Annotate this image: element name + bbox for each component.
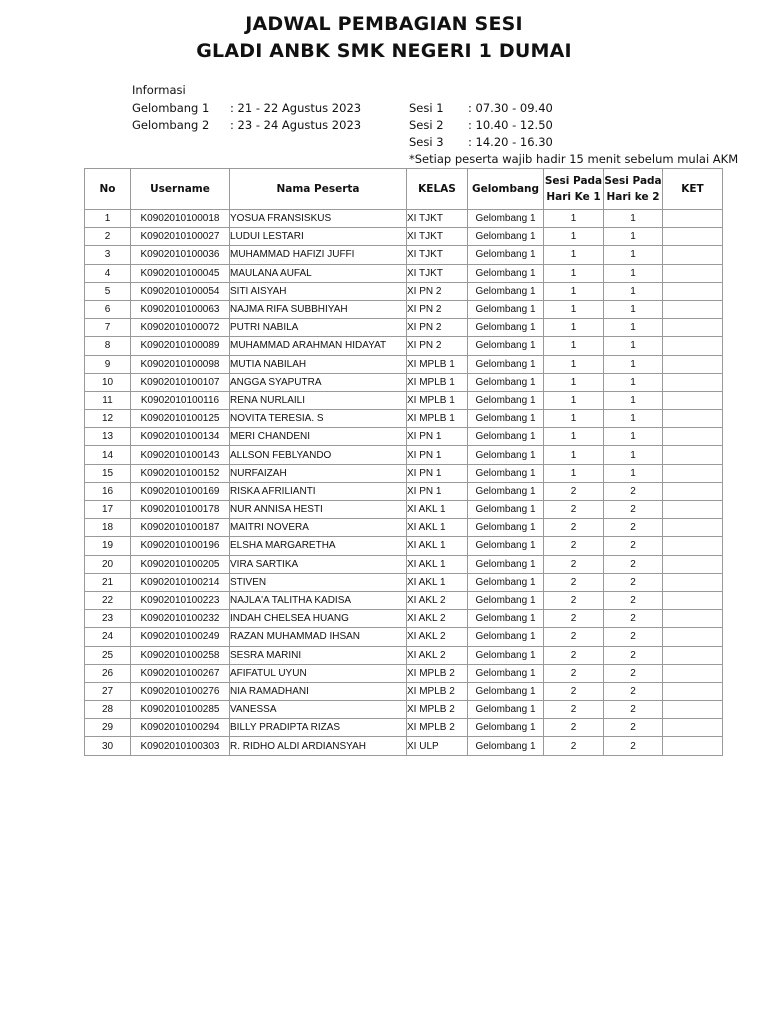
cell-sesi-hari-1: 2	[544, 519, 604, 537]
cell-username: K0902010100152	[131, 464, 230, 482]
table-row	[85, 555, 723, 573]
sesi-1-label: Sesi 1	[409, 101, 444, 115]
table-row	[85, 428, 723, 446]
cell-username: K0902010100258	[131, 646, 230, 664]
cell-kelas: XI PN 2	[407, 300, 468, 318]
cell-sesi-hari-1: 2	[544, 591, 604, 609]
cell-no: 22	[85, 591, 131, 609]
cell-ket	[663, 246, 723, 264]
cell-username: K0902010100098	[131, 355, 230, 373]
cell-no: 25	[85, 646, 131, 664]
table-row	[85, 737, 723, 755]
cell-sesi-hari-1: 1	[544, 210, 604, 228]
sesi-2-time: : 10.40 - 12.50	[468, 118, 553, 132]
cell-sesi-hari-2: 2	[604, 701, 663, 719]
cell-kelas: XI AKL 1	[407, 519, 468, 537]
cell-gelombang: Gelombang 1	[468, 555, 544, 573]
cell-sesi-hari-2: 2	[604, 519, 663, 537]
cell-gelombang: Gelombang 1	[468, 719, 544, 737]
cell-username: K0902010100223	[131, 591, 230, 609]
table-row	[85, 391, 723, 409]
table-row	[85, 228, 723, 246]
cell-ket	[663, 355, 723, 373]
cell-nama-peserta: AFIFATUL UYUN	[230, 664, 407, 682]
cell-gelombang: Gelombang 1	[468, 282, 544, 300]
cell-kelas: XI MPLB 2	[407, 664, 468, 682]
cell-kelas: XI PN 2	[407, 319, 468, 337]
cell-username: K0902010100143	[131, 446, 230, 464]
table-row	[85, 410, 723, 428]
cell-gelombang: Gelombang 1	[468, 446, 544, 464]
cell-gelombang: Gelombang 1	[468, 501, 544, 519]
cell-kelas: XI AKL 2	[407, 610, 468, 628]
table-row	[85, 210, 723, 228]
cell-gelombang: Gelombang 1	[468, 610, 544, 628]
cell-username: K0902010100027	[131, 228, 230, 246]
cell-sesi-hari-1: 2	[544, 537, 604, 555]
cell-kelas: XI TJKT	[407, 264, 468, 282]
cell-no: 23	[85, 610, 131, 628]
table-row	[85, 282, 723, 300]
table-row	[85, 519, 723, 537]
cell-ket	[663, 464, 723, 482]
cell-nama-peserta: RAZAN MUHAMMAD IHSAN	[230, 628, 407, 646]
cell-gelombang: Gelombang 1	[468, 319, 544, 337]
cell-gelombang: Gelombang 1	[468, 573, 544, 591]
cell-nama-peserta: MAULANA AUFAL	[230, 264, 407, 282]
cell-no: 27	[85, 682, 131, 700]
cell-sesi-hari-2: 1	[604, 428, 663, 446]
cell-sesi-hari-2: 2	[604, 737, 663, 755]
cell-sesi-hari-1: 2	[544, 555, 604, 573]
document-title: JADWAL PEMBAGIAN SESI	[245, 13, 523, 35]
cell-ket	[663, 737, 723, 755]
cell-gelombang: Gelombang 1	[468, 682, 544, 700]
table-row	[85, 610, 723, 628]
cell-username: K0902010100294	[131, 719, 230, 737]
cell-kelas: XI PN 1	[407, 446, 468, 464]
cell-username: K0902010100045	[131, 264, 230, 282]
cell-gelombang: Gelombang 1	[468, 210, 544, 228]
cell-nama-peserta: NIA RAMADHANI	[230, 682, 407, 700]
sesi-3-time: : 14.20 - 16.30	[468, 135, 553, 149]
table-row	[85, 482, 723, 500]
cell-username: K0902010100178	[131, 501, 230, 519]
cell-sesi-hari-1: 1	[544, 410, 604, 428]
cell-sesi-hari-2: 2	[604, 682, 663, 700]
cell-username: K0902010100196	[131, 537, 230, 555]
table-row	[85, 337, 723, 355]
cell-sesi-hari-1: 1	[544, 228, 604, 246]
cell-ket	[663, 628, 723, 646]
cell-no: 14	[85, 446, 131, 464]
cell-kelas: XI PN 2	[407, 282, 468, 300]
cell-gelombang: Gelombang 1	[468, 482, 544, 500]
cell-ket	[663, 501, 723, 519]
cell-no: 29	[85, 719, 131, 737]
cell-no: 10	[85, 373, 131, 391]
cell-sesi-hari-2: 1	[604, 373, 663, 391]
sesi-2-label: Sesi 2	[409, 118, 444, 132]
cell-sesi-hari-1: 2	[544, 573, 604, 591]
sesi-1-time: : 07.30 - 09.40	[468, 101, 553, 115]
cell-sesi-hari-2: 2	[604, 719, 663, 737]
cell-ket	[663, 591, 723, 609]
cell-no: 19	[85, 537, 131, 555]
cell-kelas: XI MPLB 1	[407, 355, 468, 373]
header-nama-peserta: Nama Peserta	[230, 169, 407, 210]
cell-gelombang: Gelombang 1	[468, 355, 544, 373]
cell-nama-peserta: MERI CHANDENI	[230, 428, 407, 446]
cell-no: 9	[85, 355, 131, 373]
cell-ket	[663, 537, 723, 555]
cell-kelas: XI MPLB 1	[407, 410, 468, 428]
cell-ket	[663, 446, 723, 464]
cell-username: K0902010100285	[131, 701, 230, 719]
cell-ket	[663, 719, 723, 737]
cell-nama-peserta: PUTRI NABILA	[230, 319, 407, 337]
cell-no: 21	[85, 573, 131, 591]
cell-username: K0902010100205	[131, 555, 230, 573]
header-kelas: KELAS	[407, 169, 468, 210]
cell-username: K0902010100116	[131, 391, 230, 409]
cell-nama-peserta: MUTIA NABILAH	[230, 355, 407, 373]
table-row	[85, 355, 723, 373]
header-username: Username	[131, 169, 230, 210]
table-row	[85, 628, 723, 646]
cell-no: 12	[85, 410, 131, 428]
cell-sesi-hari-1: 1	[544, 446, 604, 464]
cell-username: K0902010100267	[131, 664, 230, 682]
cell-gelombang: Gelombang 1	[468, 537, 544, 555]
cell-sesi-hari-1: 1	[544, 355, 604, 373]
cell-username: K0902010100169	[131, 482, 230, 500]
cell-username: K0902010100107	[131, 373, 230, 391]
cell-ket	[663, 428, 723, 446]
header-ket: KET	[663, 169, 723, 210]
cell-ket	[663, 282, 723, 300]
cell-kelas: XI MPLB 1	[407, 391, 468, 409]
cell-sesi-hari-1: 1	[544, 319, 604, 337]
cell-no: 26	[85, 664, 131, 682]
cell-sesi-hari-2: 2	[604, 646, 663, 664]
header-sesi-hari-1: Sesi Pada Hari Ke 1	[544, 169, 604, 210]
cell-ket	[663, 701, 723, 719]
cell-no: 7	[85, 319, 131, 337]
cell-username: K0902010100276	[131, 682, 230, 700]
cell-sesi-hari-2: 2	[604, 537, 663, 555]
gelombang-2-date: : 23 - 24 Agustus 2023	[230, 118, 362, 132]
cell-sesi-hari-2: 1	[604, 355, 663, 373]
cell-nama-peserta: NAJLA'A TALITHA KADISA	[230, 591, 407, 609]
cell-ket	[663, 373, 723, 391]
cell-ket	[663, 391, 723, 409]
cell-sesi-hari-2: 1	[604, 410, 663, 428]
cell-sesi-hari-1: 1	[544, 246, 604, 264]
cell-kelas: XI MPLB 1	[407, 373, 468, 391]
gelombang-1-date: : 21 - 22 Agustus 2023	[230, 101, 362, 115]
cell-sesi-hari-2: 2	[604, 573, 663, 591]
cell-ket	[663, 319, 723, 337]
cell-sesi-hari-2: 1	[604, 300, 663, 318]
gelombang-2-label: Gelombang 2	[132, 118, 210, 132]
cell-kelas: XI AKL 1	[407, 555, 468, 573]
cell-kelas: XI PN 1	[407, 428, 468, 446]
cell-gelombang: Gelombang 1	[468, 373, 544, 391]
cell-kelas: XI AKL 2	[407, 646, 468, 664]
cell-sesi-hari-1: 1	[544, 337, 604, 355]
cell-username: K0902010100072	[131, 319, 230, 337]
cell-username: K0902010100249	[131, 628, 230, 646]
cell-no: 5	[85, 282, 131, 300]
table-row	[85, 300, 723, 318]
cell-no: 2	[85, 228, 131, 246]
cell-nama-peserta: ELSHA MARGARETHA	[230, 537, 407, 555]
cell-no: 18	[85, 519, 131, 537]
cell-ket	[663, 519, 723, 537]
table-row	[85, 464, 723, 482]
cell-ket	[663, 646, 723, 664]
cell-username: K0902010100232	[131, 610, 230, 628]
cell-gelombang: Gelombang 1	[468, 628, 544, 646]
cell-kelas: XI AKL 1	[407, 573, 468, 591]
table-row	[85, 573, 723, 591]
cell-sesi-hari-1: 2	[544, 682, 604, 700]
cell-nama-peserta: NURFAIZAH	[230, 464, 407, 482]
cell-no: 16	[85, 482, 131, 500]
document-subtitle: GLADI ANBK SMK NEGERI 1 DUMAI	[196, 40, 572, 62]
cell-kelas: XI ULP	[407, 737, 468, 755]
cell-username: K0902010100125	[131, 410, 230, 428]
table-row	[85, 537, 723, 555]
cell-ket	[663, 410, 723, 428]
cell-gelombang: Gelombang 1	[468, 428, 544, 446]
cell-sesi-hari-1: 2	[544, 646, 604, 664]
cell-nama-peserta: NOVITA TERESIA. S	[230, 410, 407, 428]
cell-gelombang: Gelombang 1	[468, 701, 544, 719]
cell-username: K0902010100036	[131, 246, 230, 264]
cell-ket	[663, 482, 723, 500]
cell-nama-peserta: SITI AISYAH	[230, 282, 407, 300]
cell-nama-peserta: INDAH CHELSEA HUANG	[230, 610, 407, 628]
cell-sesi-hari-2: 1	[604, 282, 663, 300]
cell-ket	[663, 664, 723, 682]
cell-gelombang: Gelombang 1	[468, 464, 544, 482]
cell-sesi-hari-2: 1	[604, 464, 663, 482]
cell-no: 11	[85, 391, 131, 409]
cell-nama-peserta: STIVEN	[230, 573, 407, 591]
cell-nama-peserta: ALLSON FEBLYANDO	[230, 446, 407, 464]
table-header-row	[85, 169, 723, 210]
table-row	[85, 701, 723, 719]
table-row	[85, 664, 723, 682]
cell-ket	[663, 228, 723, 246]
cell-sesi-hari-1: 1	[544, 373, 604, 391]
cell-no: 3	[85, 246, 131, 264]
cell-ket	[663, 573, 723, 591]
table-row	[85, 719, 723, 737]
table-body	[85, 210, 723, 756]
cell-nama-peserta: BILLY PRADIPTA RIZAS	[230, 719, 407, 737]
cell-sesi-hari-2: 1	[604, 210, 663, 228]
table-row	[85, 446, 723, 464]
cell-sesi-hari-1: 2	[544, 610, 604, 628]
cell-sesi-hari-2: 1	[604, 446, 663, 464]
cell-nama-peserta: NAJMA RIFA SUBBHIYAH	[230, 300, 407, 318]
cell-nama-peserta: MUHAMMAD HAFIZI JUFFI	[230, 246, 407, 264]
cell-nama-peserta: NUR ANNISA HESTI	[230, 501, 407, 519]
table-row	[85, 682, 723, 700]
cell-sesi-hari-2: 2	[604, 501, 663, 519]
cell-ket	[663, 610, 723, 628]
cell-username: K0902010100063	[131, 300, 230, 318]
cell-nama-peserta: MAITRI NOVERA	[230, 519, 407, 537]
cell-kelas: XI TJKT	[407, 246, 468, 264]
cell-nama-peserta: MUHAMMAD ARAHMAN HIDAYAT	[230, 337, 407, 355]
cell-nama-peserta: VIRA SARTIKA	[230, 555, 407, 573]
cell-no: 17	[85, 501, 131, 519]
table-row	[85, 501, 723, 519]
cell-nama-peserta: RENA NURLAILI	[230, 391, 407, 409]
cell-kelas: XI TJKT	[407, 210, 468, 228]
cell-username: K0902010100018	[131, 210, 230, 228]
info-heading: Informasi	[132, 83, 186, 97]
cell-sesi-hari-1: 2	[544, 501, 604, 519]
cell-nama-peserta: YOSUA FRANSISKUS	[230, 210, 407, 228]
cell-username: K0902010100303	[131, 737, 230, 755]
cell-sesi-hari-1: 2	[544, 701, 604, 719]
cell-sesi-hari-2: 2	[604, 610, 663, 628]
cell-kelas: XI MPLB 2	[407, 719, 468, 737]
cell-no: 1	[85, 210, 131, 228]
cell-sesi-hari-1: 2	[544, 628, 604, 646]
cell-sesi-hari-2: 1	[604, 319, 663, 337]
cell-sesi-hari-2: 1	[604, 337, 663, 355]
cell-sesi-hari-2: 1	[604, 391, 663, 409]
cell-ket	[663, 337, 723, 355]
cell-ket	[663, 264, 723, 282]
header-sesi-hari-2: Sesi Pada Hari ke 2	[604, 169, 663, 210]
cell-ket	[663, 682, 723, 700]
cell-kelas: XI AKL 1	[407, 537, 468, 555]
cell-no: 8	[85, 337, 131, 355]
cell-username: K0902010100054	[131, 282, 230, 300]
cell-no: 30	[85, 737, 131, 755]
cell-sesi-hari-1: 2	[544, 737, 604, 755]
cell-ket	[663, 300, 723, 318]
cell-nama-peserta: R. RIDHO ALDI ARDIANSYAH	[230, 737, 407, 755]
cell-nama-peserta: LUDUI LESTARI	[230, 228, 407, 246]
table-row	[85, 264, 723, 282]
cell-sesi-hari-2: 1	[604, 246, 663, 264]
cell-nama-peserta: SESRA MARINI	[230, 646, 407, 664]
cell-sesi-hari-1: 1	[544, 300, 604, 318]
cell-no: 15	[85, 464, 131, 482]
cell-sesi-hari-1: 1	[544, 428, 604, 446]
cell-kelas: XI AKL 2	[407, 628, 468, 646]
cell-kelas: XI MPLB 2	[407, 682, 468, 700]
cell-ket	[663, 210, 723, 228]
header-no: No	[85, 169, 131, 210]
cell-no: 6	[85, 300, 131, 318]
cell-gelombang: Gelombang 1	[468, 391, 544, 409]
cell-gelombang: Gelombang 1	[468, 591, 544, 609]
cell-sesi-hari-2: 2	[604, 482, 663, 500]
cell-gelombang: Gelombang 1	[468, 646, 544, 664]
table-row	[85, 246, 723, 264]
cell-no: 4	[85, 264, 131, 282]
cell-kelas: XI AKL 2	[407, 591, 468, 609]
cell-sesi-hari-2: 1	[604, 264, 663, 282]
cell-nama-peserta: ANGGA SYAPUTRA	[230, 373, 407, 391]
cell-sesi-hari-1: 1	[544, 391, 604, 409]
cell-sesi-hari-1: 2	[544, 664, 604, 682]
cell-nama-peserta: RISKA AFRILIANTI	[230, 482, 407, 500]
schedule-table	[84, 168, 723, 756]
cell-sesi-hari-2: 2	[604, 591, 663, 609]
cell-sesi-hari-1: 1	[544, 282, 604, 300]
header-gelombang: Gelombang	[468, 169, 544, 210]
sesi-3-label: Sesi 3	[409, 135, 444, 149]
cell-gelombang: Gelombang 1	[468, 300, 544, 318]
cell-gelombang: Gelombang 1	[468, 664, 544, 682]
gelombang-1-label: Gelombang 1	[132, 101, 210, 115]
cell-kelas: XI MPLB 2	[407, 701, 468, 719]
cell-sesi-hari-1: 2	[544, 482, 604, 500]
cell-sesi-hari-2: 1	[604, 228, 663, 246]
table-row	[85, 373, 723, 391]
cell-ket	[663, 555, 723, 573]
attendance-note: *Setiap peserta wajib hadir 15 menit sebelum mulai AKM	[409, 152, 739, 166]
cell-gelombang: Gelombang 1	[468, 410, 544, 428]
table-row	[85, 646, 723, 664]
cell-kelas: XI PN 1	[407, 482, 468, 500]
cell-no: 28	[85, 701, 131, 719]
cell-gelombang: Gelombang 1	[468, 337, 544, 355]
cell-nama-peserta: VANESSA	[230, 701, 407, 719]
cell-username: K0902010100187	[131, 519, 230, 537]
cell-sesi-hari-2: 2	[604, 664, 663, 682]
cell-sesi-hari-1: 1	[544, 264, 604, 282]
cell-gelombang: Gelombang 1	[468, 519, 544, 537]
cell-gelombang: Gelombang 1	[468, 228, 544, 246]
cell-username: K0902010100134	[131, 428, 230, 446]
cell-no: 20	[85, 555, 131, 573]
cell-kelas: XI PN 1	[407, 464, 468, 482]
cell-sesi-hari-1: 1	[544, 464, 604, 482]
cell-sesi-hari-2: 2	[604, 555, 663, 573]
cell-kelas: XI TJKT	[407, 228, 468, 246]
cell-sesi-hari-2: 2	[604, 628, 663, 646]
cell-kelas: XI PN 2	[407, 337, 468, 355]
cell-gelombang: Gelombang 1	[468, 264, 544, 282]
cell-sesi-hari-1: 2	[544, 719, 604, 737]
cell-username: K0902010100214	[131, 573, 230, 591]
table-row	[85, 591, 723, 609]
cell-no: 24	[85, 628, 131, 646]
cell-username: K0902010100089	[131, 337, 230, 355]
cell-kelas: XI AKL 1	[407, 501, 468, 519]
table-row	[85, 319, 723, 337]
cell-gelombang: Gelombang 1	[468, 737, 544, 755]
cell-no: 13	[85, 428, 131, 446]
cell-gelombang: Gelombang 1	[468, 246, 544, 264]
